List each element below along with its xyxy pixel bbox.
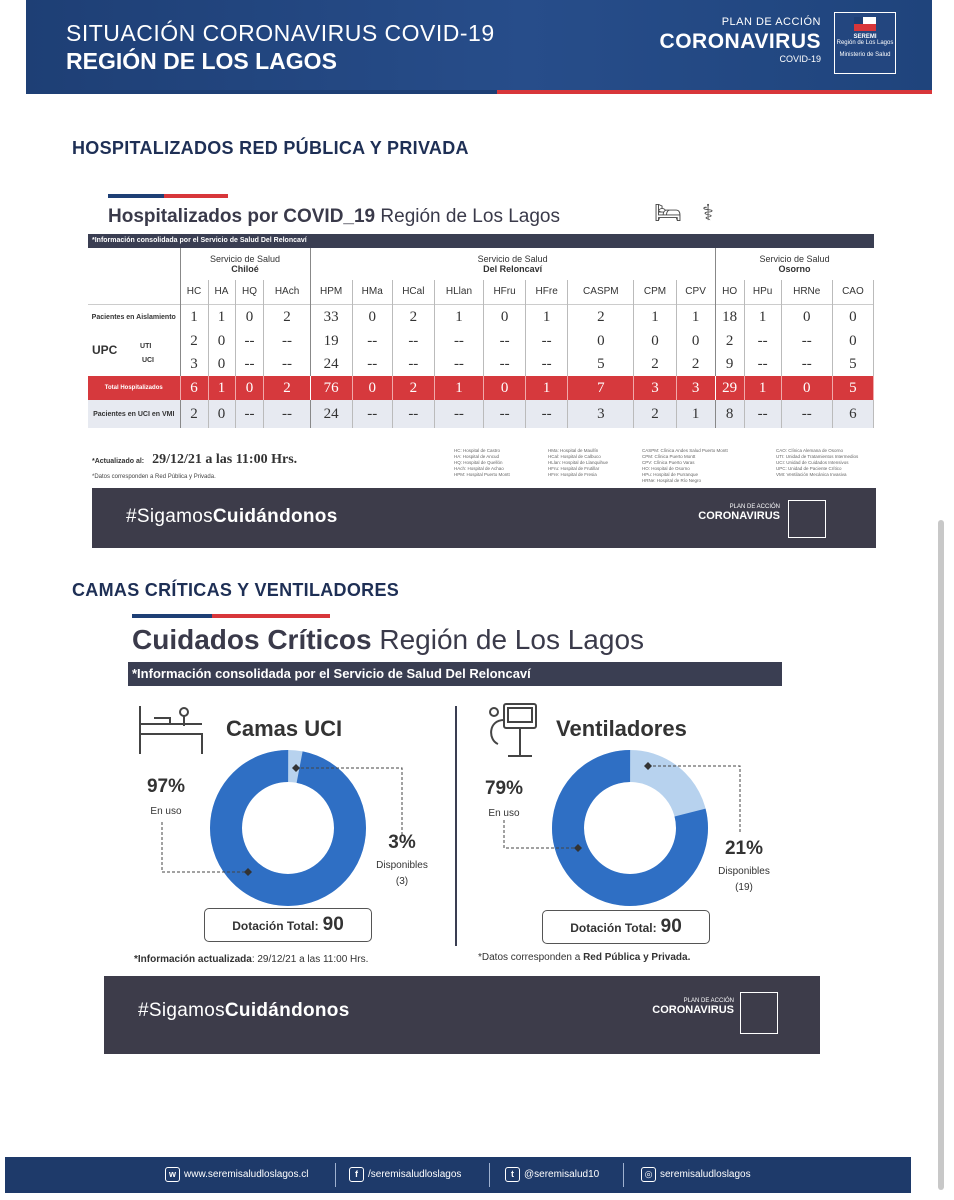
updated-at: *Actualizado al: 29/12/21 a las 11:00 Hrs. <box>92 452 298 467</box>
table-cell: 7 <box>568 376 634 400</box>
table-cell: 0 <box>634 330 676 353</box>
camas-free-count: (3) <box>395 876 409 887</box>
hospital-bed-icon <box>134 700 208 756</box>
column-header-hllan: HLlan <box>434 280 483 304</box>
table-cell: 1 <box>434 376 483 400</box>
table-cell: 24 <box>310 400 352 428</box>
legend-item: CASPM: Clínica Andes Salud Puerto Montt <box>642 448 728 453</box>
table-cell: -- <box>484 400 526 428</box>
datos-note: *Datos corresponden a Red Pública y Privada. <box>92 474 216 480</box>
column-header-hq: HQ <box>235 280 264 304</box>
table-row-uti <box>88 330 874 353</box>
social-facebook[interactable]: f /seremisaludloslagos <box>349 1167 461 1182</box>
legend-item: HQ: Hospital de Quellón <box>454 460 503 465</box>
row-label-upc: UPC UTI UCI <box>88 330 180 376</box>
accent-bar-blue-2 <box>132 614 212 618</box>
social-web[interactable]: w www.seremisaludloslagos.cl <box>165 1167 309 1182</box>
table-cell: 0 <box>484 376 526 400</box>
table-cell: 2 <box>676 353 715 376</box>
table-cell: -- <box>235 400 264 428</box>
column-header-hfre: HFre <box>526 280 568 304</box>
table-cell: 1 <box>676 304 715 330</box>
table-cell: -- <box>434 353 483 376</box>
table-cell: 2 <box>180 400 208 428</box>
table-cell: -- <box>744 400 781 428</box>
table-cell: 1 <box>526 304 568 330</box>
legend-item: HO: Hospital de Osorno <box>642 466 690 471</box>
table-cell: 29 <box>715 376 744 400</box>
plan-accion-logo <box>651 16 821 72</box>
table-cell: 1 <box>634 304 676 330</box>
hospitalizados-table <box>88 248 874 428</box>
table-cell: 3 <box>676 376 715 400</box>
table-cell: 33 <box>310 304 352 330</box>
header-title-line2: REGIÓN DE LOS LAGOS <box>66 48 337 74</box>
ventiladores-leaders <box>502 760 750 860</box>
table-cell: -- <box>526 400 568 428</box>
column-header-ha: HA <box>208 280 235 304</box>
camas-free-label: Disponibles <box>376 860 428 871</box>
panel-title-bold: Hospitalizados por COVID_19 <box>108 206 376 227</box>
table-cell: 1 <box>434 304 483 330</box>
table-cell: -- <box>235 353 264 376</box>
column-header-cpv: CPV <box>676 280 715 304</box>
row-label-aislamiento: Pacientes en Aislamiento <box>88 304 180 330</box>
column-header-hach: HAch <box>264 280 310 304</box>
table-cell: 0 <box>781 304 832 330</box>
table-cell: 6 <box>180 376 208 400</box>
legend-item: UTI: Unidad de Tratamientos Intermedios <box>776 454 859 459</box>
seremi-ministry: Ministerio de Salud <box>839 52 891 58</box>
column-header-caspm: CASPM <box>568 280 634 304</box>
camas-used-pct: 97% <box>146 776 186 797</box>
legend-item: HCal: Hospital de Calbuco <box>548 454 601 459</box>
legend-item: HLlan: Hospital de Llanquihue <box>548 460 609 465</box>
legend-item: HRNe: Hospital de Río Negro <box>642 478 702 483</box>
legend-item: HA: Hospital de Ancud <box>454 454 500 459</box>
table-cell: 0 <box>208 330 235 353</box>
hashtag-band-1 <box>92 488 876 548</box>
table-cell: -- <box>352 400 392 428</box>
hashtag-text-2: #SigamosCuidándonos <box>138 1000 350 1021</box>
ventilator-icon <box>484 700 540 762</box>
vertical-divider <box>455 706 457 946</box>
mini-seremi-logo <box>788 500 826 538</box>
web-icon: w <box>165 1167 180 1182</box>
row-label-total: Total Hospitalizados <box>88 376 180 400</box>
accent-bar-red <box>164 194 228 198</box>
table-cell: 0 <box>484 304 526 330</box>
legend-item: CPM: Clínica Puerto Montt <box>642 454 696 459</box>
table-row-aislamiento <box>88 304 874 330</box>
table-cell: 24 <box>310 353 352 376</box>
mini-plan-logo: PLAN DE ACCIÓN CORONAVIRUS <box>698 504 780 522</box>
panel-title-rest: Región de Los Lagos <box>380 206 560 227</box>
legend-item: UCI: Unidad de Cuidados Intensivos <box>776 460 849 465</box>
table-cell: -- <box>392 353 434 376</box>
table-cell: -- <box>484 330 526 353</box>
table-cell: 76 <box>310 376 352 400</box>
table-cell: -- <box>484 353 526 376</box>
legend-item: HPM: Hospital Puerto Montt <box>454 472 510 477</box>
social-divider <box>489 1163 490 1187</box>
social-twitter[interactable]: t @seremisalud10 <box>505 1167 599 1182</box>
ventiladores-free-label: Disponibles <box>718 866 770 877</box>
social-divider <box>335 1163 336 1187</box>
legend-item: CAO: Clínica Alemana de Osorno <box>776 448 844 453</box>
table-cell: 1 <box>180 304 208 330</box>
column-header-hma: HMa <box>352 280 392 304</box>
table-cell: 2 <box>264 376 310 400</box>
table-cell: -- <box>352 330 392 353</box>
table-cell: 0 <box>352 376 392 400</box>
column-header-hc: HC <box>180 280 208 304</box>
twitter-icon: t <box>505 1167 520 1182</box>
legend-item: CPV: Clínica Puerto Varas <box>642 460 695 465</box>
column-header-cpm: CPM <box>634 280 676 304</box>
camas-uci-label: Camas UCI <box>226 716 343 741</box>
accent-bar-red-2 <box>212 614 330 618</box>
table-cell: -- <box>392 330 434 353</box>
row-label-vmi: Pacientes en UCI en VMI <box>88 400 180 428</box>
note-datos: *Datos corresponden a Red Pública y Privada. <box>478 952 691 963</box>
table-cell: -- <box>235 330 264 353</box>
ventiladores-free-count: (19) <box>735 882 753 893</box>
table-cell: 2 <box>392 376 434 400</box>
ventiladores-used-label: En uso <box>488 808 520 819</box>
legend-col-2 <box>548 448 608 478</box>
panel-icons <box>654 200 734 226</box>
table-cell: 1 <box>208 376 235 400</box>
table-cell: 2 <box>715 330 744 353</box>
scrollbar[interactable] <box>938 520 944 1190</box>
seremi-logo <box>834 12 896 74</box>
accent-bar-blue <box>108 194 164 198</box>
table-cell: 0 <box>235 304 264 330</box>
table-cell: 0 <box>832 330 873 353</box>
ventilator-icon: ⚕ <box>701 200 734 225</box>
mini-plan-logo-2: PLAN DE ACCIÓN CORONAVIRUS <box>652 998 734 1016</box>
table-cell: 0 <box>208 400 235 428</box>
ventiladores-used-pct: 79% <box>484 778 524 799</box>
table-cell: 2 <box>634 353 676 376</box>
legend-item: VMI: Ventilación Mecánica Invasiva <box>776 472 847 477</box>
column-header-hpu: HPu <box>744 280 781 304</box>
table-cell: 2 <box>568 304 634 330</box>
info-bar-2: *Información consolidada por el Servicio de Salud Del Reloncaví <box>128 662 782 686</box>
table-cell: 19 <box>310 330 352 353</box>
column-header-hrne: HRNe <box>781 280 832 304</box>
ventiladores-free-pct: 21% <box>724 838 764 859</box>
column-header-hcal: HCal <box>392 280 434 304</box>
table-cell: 5 <box>832 353 873 376</box>
panel-title <box>108 206 560 228</box>
ventiladores-label: Ventiladores <box>556 716 687 741</box>
camas-dotacion: Dotación Total: 90 <box>204 908 372 942</box>
seremi-label: SEREMI <box>853 34 877 40</box>
chile-flag-icon <box>854 17 876 31</box>
social-footer <box>5 1157 911 1193</box>
table-cell: -- <box>526 330 568 353</box>
table-row-total <box>88 376 874 400</box>
legend-item: HAch: Hospital de Achao <box>454 466 504 471</box>
column-header-hfru: HFru <box>484 280 526 304</box>
table-cell: 1 <box>744 376 781 400</box>
table-cell: 3 <box>180 353 208 376</box>
legend-item: UPC: Unidad de Paciente Crítico <box>776 466 842 471</box>
table-cell: 1 <box>744 304 781 330</box>
table-cell: 3 <box>568 400 634 428</box>
table-cell: -- <box>264 400 310 428</box>
table-cell: 1 <box>526 376 568 400</box>
instagram-icon: ◎ <box>641 1167 656 1182</box>
service-osorno: Servicio de Salud Osorno <box>759 254 830 274</box>
hashtag-band-2 <box>104 976 820 1054</box>
social-divider <box>623 1163 624 1187</box>
table-cell: 0 <box>832 304 873 330</box>
table-cell: 5 <box>832 376 873 400</box>
table-cell: 5 <box>568 353 634 376</box>
section-title-camas: CAMAS CRÍTICAS Y VENTILADORES <box>72 580 400 600</box>
camas-used-label: En uso <box>150 806 182 817</box>
ventiladores-dotacion: Dotación Total: 90 <box>542 910 710 944</box>
table-cell: 18 <box>715 304 744 330</box>
service-reloncavi: Servicio de Salud Del Reloncaví <box>310 248 715 280</box>
table-cell: 2 <box>392 304 434 330</box>
service-header-row <box>88 248 874 280</box>
table-cell: -- <box>781 400 832 428</box>
table-cell: -- <box>434 330 483 353</box>
mini-seremi-logo-2 <box>740 992 778 1034</box>
plan-brand: CORONAVIRUS <box>659 30 821 53</box>
table-cell: -- <box>352 353 392 376</box>
table-cell: 2 <box>180 330 208 353</box>
table-cell: 2 <box>264 304 310 330</box>
table-cell: 0 <box>208 353 235 376</box>
column-header-row <box>88 280 874 304</box>
table-cell: 8 <box>715 400 744 428</box>
legend-col-1 <box>454 448 510 478</box>
table-cell: -- <box>744 353 781 376</box>
header-stripe <box>26 90 932 94</box>
plan-label: PLAN DE ACCIÓN <box>721 16 821 28</box>
table-cell: -- <box>264 330 310 353</box>
table-cell: 6 <box>832 400 873 428</box>
table-cell: -- <box>264 353 310 376</box>
table-cell: -- <box>781 353 832 376</box>
legend-item: HPu: Hospital de Purranque <box>642 472 699 477</box>
table-cell: 1 <box>676 400 715 428</box>
note-updated: *Información actualizada: 29/12/21 a las 11:00 Hrs. <box>134 954 369 965</box>
table-row-vmi <box>88 400 874 428</box>
table-cell: 9 <box>715 353 744 376</box>
social-instagram[interactable]: ◎ seremisaludloslagos <box>641 1167 751 1182</box>
table-cell: -- <box>526 353 568 376</box>
table-cell: 1 <box>208 304 235 330</box>
legend-item: HFre: Hospital de Fresia <box>548 472 597 477</box>
column-header-cao: CAO <box>832 280 873 304</box>
legend-item: HC: Hospital de Castro <box>454 448 501 453</box>
service-chiloe: Servicio de Salud Chiloé <box>180 248 310 280</box>
table-cell: 0 <box>676 330 715 353</box>
section-title-hospitalizados: HOSPITALIZADOS RED PÚBLICA Y PRIVADA <box>72 138 469 158</box>
legend-col-3 <box>642 448 728 484</box>
column-header-ho: HO <box>715 280 744 304</box>
camas-free-pct: 3% <box>388 832 416 853</box>
table-cell: 0 <box>352 304 392 330</box>
table-cell: 0 <box>568 330 634 353</box>
column-header-hpm: HPM <box>310 280 352 304</box>
header-banner <box>26 0 932 94</box>
table-cell: -- <box>434 400 483 428</box>
info-bar: *Información consolidada por el Servicio de Salud Del Reloncaví <box>88 234 874 248</box>
plan-sub: COVID-19 <box>779 54 821 64</box>
table-cell: 0 <box>781 376 832 400</box>
legend-item: HFru: Hospital de Frutillar <box>548 466 600 471</box>
table-cell: -- <box>392 400 434 428</box>
table-row-uci <box>88 353 874 376</box>
table-cell: 2 <box>634 400 676 428</box>
table-cell: 3 <box>634 376 676 400</box>
legend-col-4 <box>776 448 858 478</box>
legend-item: HMa: Hospital de Maullín <box>548 448 599 453</box>
table-cell: 0 <box>235 376 264 400</box>
table-cell: -- <box>744 330 781 353</box>
facebook-icon: f <box>349 1167 364 1182</box>
cuidados-title: Cuidados Críticos Región de Los Lagos <box>132 624 645 655</box>
table-cell: -- <box>781 330 832 353</box>
seremi-region: Región de Los Lagos <box>836 40 894 46</box>
header-title-line1: SITUACIÓN CORONAVIRUS COVID-19 <box>66 20 495 46</box>
hashtag-text: #SigamosCuidándonos <box>126 506 338 527</box>
hospital-bed-icon: 🛏 <box>654 200 702 225</box>
